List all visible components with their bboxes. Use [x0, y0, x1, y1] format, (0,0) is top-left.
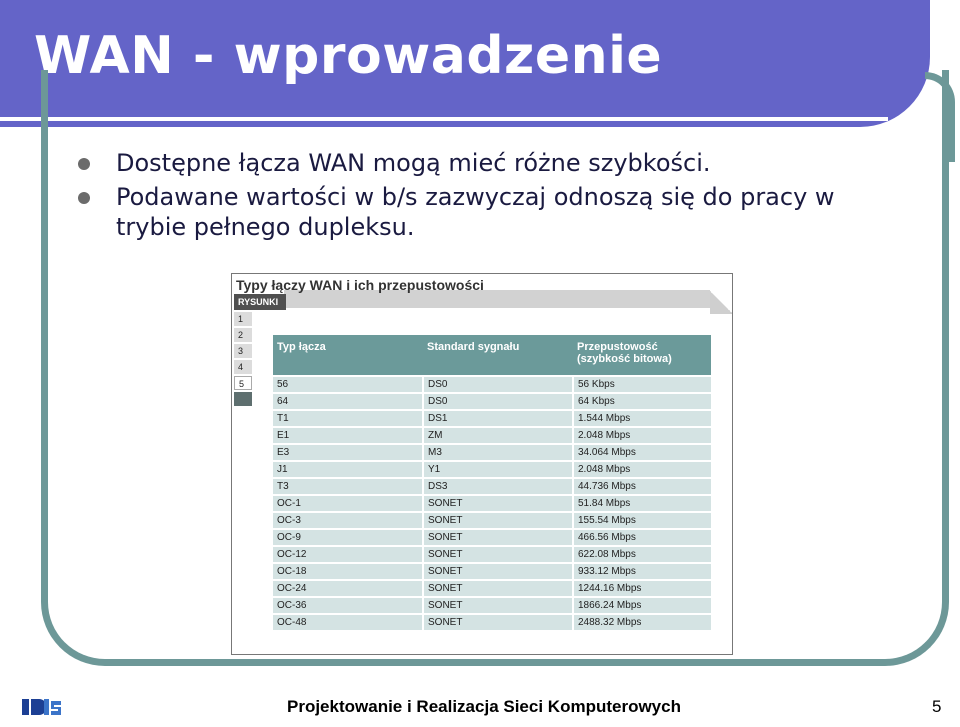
table-row	[273, 597, 711, 614]
cell-bandwidth: 1244.16 Mbps	[573, 580, 711, 597]
cell-link-type: E1	[273, 427, 423, 444]
cell-link-type: OC-1	[273, 495, 423, 512]
table-row	[273, 614, 711, 630]
figure-tab-1[interactable]: 1	[234, 312, 252, 326]
dis-logo-icon	[22, 696, 62, 718]
cell-bandwidth: 2.048 Mbps	[573, 427, 711, 444]
bullet-text: Podawane wartości w b/s zazwyczaj odnoszą się do pracy w trybie pełnego dupleksu.	[116, 183, 835, 241]
header-link-type: Typ łącza	[273, 335, 423, 376]
cell-bandwidth: 51.84 Mbps	[573, 495, 711, 512]
cell-link-type: T3	[273, 478, 423, 495]
cell-bandwidth: 466.56 Mbps	[573, 529, 711, 546]
figure-tab-tail	[234, 392, 252, 406]
slide-title: WAN - wprowadzenie	[34, 26, 663, 86]
cell-signal-standard: Y1	[423, 461, 573, 478]
slide-frame-corner	[925, 72, 955, 162]
cell-signal-standard: DS3	[423, 478, 573, 495]
cell-bandwidth: 64 Kbps	[573, 393, 711, 410]
header-signal-standard: Standard sygnału	[423, 335, 573, 376]
figure-panel	[231, 273, 733, 655]
table-row	[273, 563, 711, 580]
table-row	[273, 478, 711, 495]
table-row	[273, 529, 711, 546]
bullet-item	[78, 148, 898, 178]
cell-bandwidth: 155.54 Mbps	[573, 512, 711, 529]
cell-bandwidth: 2488.32 Mbps	[573, 614, 711, 630]
cell-bandwidth: 1.544 Mbps	[573, 410, 711, 427]
bullet-text: Dostępne łącza WAN mogą mieć różne szybkości.	[116, 149, 711, 177]
bullet-dot-icon	[78, 158, 90, 170]
bullet-list	[78, 148, 898, 246]
cell-signal-standard: SONET	[423, 529, 573, 546]
cell-signal-standard: SONET	[423, 495, 573, 512]
cell-link-type: OC-24	[273, 580, 423, 597]
table-row	[273, 410, 711, 427]
table-body	[273, 376, 711, 630]
figures-tab-list	[234, 312, 252, 406]
table-row	[273, 546, 711, 563]
cell-signal-standard: DS0	[423, 376, 573, 393]
cell-link-type: OC-9	[273, 529, 423, 546]
cell-link-type: T1	[273, 410, 423, 427]
cell-link-type: OC-18	[273, 563, 423, 580]
cell-signal-standard: SONET	[423, 597, 573, 614]
bullet-item	[78, 182, 898, 242]
wan-links-table	[273, 335, 711, 630]
cell-signal-standard: DS1	[423, 410, 573, 427]
cell-bandwidth: 2.048 Mbps	[573, 461, 711, 478]
cell-signal-standard: SONET	[423, 614, 573, 630]
table-row	[273, 495, 711, 512]
cell-signal-standard: M3	[423, 444, 573, 461]
cell-link-type: OC-12	[273, 546, 423, 563]
page-number: 5	[932, 697, 942, 716]
table-row	[273, 461, 711, 478]
table-header-row	[273, 335, 711, 376]
cell-link-type: J1	[273, 461, 423, 478]
cell-bandwidth: 933.12 Mbps	[573, 563, 711, 580]
table-row	[273, 427, 711, 444]
cell-link-type: OC-36	[273, 597, 423, 614]
figure-header-fold	[710, 290, 732, 314]
cell-link-type: 56	[273, 376, 423, 393]
cell-signal-standard: SONET	[423, 563, 573, 580]
cell-bandwidth: 56 Kbps	[573, 376, 711, 393]
cell-signal-standard: ZM	[423, 427, 573, 444]
cell-bandwidth: 1866.24 Mbps	[573, 597, 711, 614]
figure-tab-3[interactable]: 3	[234, 344, 252, 358]
figure-title: Typy łączy WAN i ich przepustowości	[236, 277, 484, 293]
cell-bandwidth: 44.736 Mbps	[573, 478, 711, 495]
cell-signal-standard: SONET	[423, 546, 573, 563]
header-bandwidth: Przepustowość (szybkość bitowa)	[573, 335, 711, 376]
cell-signal-standard: SONET	[423, 512, 573, 529]
cell-bandwidth: 34.064 Mbps	[573, 444, 711, 461]
bullet-dot-icon	[78, 192, 90, 204]
cell-signal-standard: DS0	[423, 393, 573, 410]
cell-signal-standard: SONET	[423, 580, 573, 597]
cell-link-type: OC-48	[273, 614, 423, 630]
table-row	[273, 444, 711, 461]
table-row	[273, 580, 711, 597]
table-row	[273, 376, 711, 393]
figure-tab-4[interactable]: 4	[234, 360, 252, 374]
cell-link-type: E3	[273, 444, 423, 461]
table-row	[273, 512, 711, 529]
figures-tab-label: RYSUNKI	[234, 294, 286, 310]
footer-course-title: Projektowanie i Realizacja Sieci Komputerowych	[287, 697, 681, 716]
figure-tab-2[interactable]: 2	[234, 328, 252, 342]
figure-tab-5[interactable]: 5	[234, 376, 252, 390]
table-row	[273, 393, 711, 410]
cell-link-type: OC-3	[273, 512, 423, 529]
cell-link-type: 64	[273, 393, 423, 410]
cell-bandwidth: 622.08 Mbps	[573, 546, 711, 563]
